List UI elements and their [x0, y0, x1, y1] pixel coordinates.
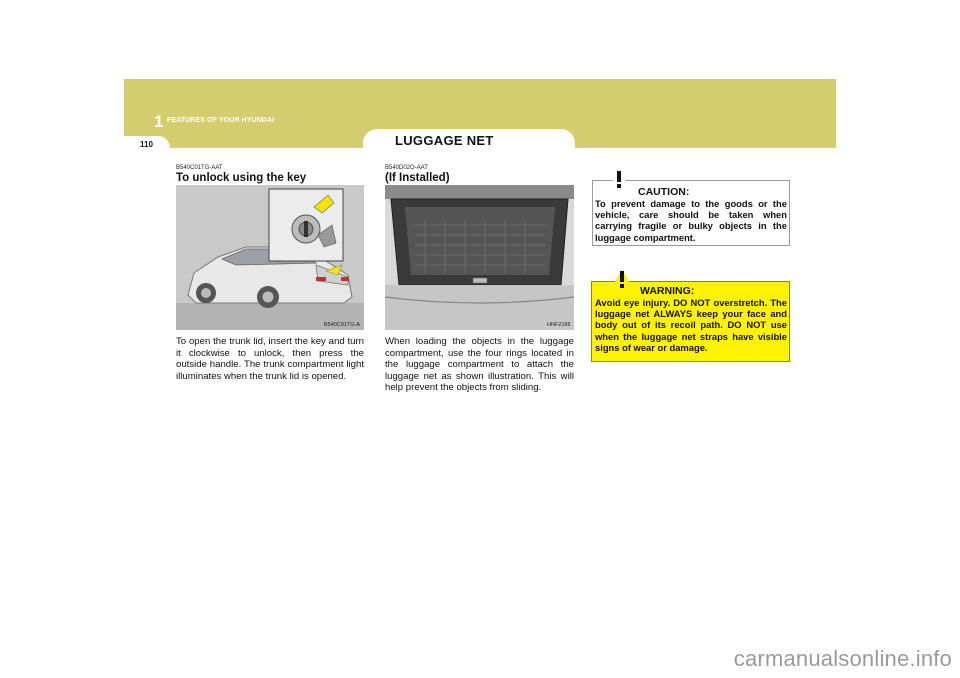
left-body-text: To open the trunk lid, insert the key and turn it clockwise to unlock, then press the outside handle. The trunk compartment light illuminates when the trunk lid is opened.	[176, 336, 364, 382]
section-title: LUGGAGE NET	[395, 133, 494, 148]
middle-heading: (If Installed)	[385, 172, 450, 184]
warning-title: WARNING:	[640, 285, 695, 297]
trunk-key-illustration	[176, 185, 364, 330]
left-figure-code: B540C01TG-A	[324, 322, 361, 328]
luggage-net-illustration	[385, 185, 574, 330]
watermark: carmanualsonline.info	[733, 646, 952, 671]
left-section-code: B540C01TG-AAT	[176, 165, 223, 171]
left-heading: To unlock using the key	[176, 172, 307, 184]
middle-body-text: When loading the objects in the luggage compartment, use the four rings located in the luggage compartment to attach the luggage net as shown illustration. This will help prevent the objects from sliding.	[385, 336, 574, 394]
trunk-net-photo	[385, 185, 574, 330]
caution-box	[592, 180, 790, 246]
middle-section-code: B540D02O-AAT	[385, 165, 428, 171]
caution-title: CAUTION:	[638, 186, 690, 198]
warning-triangle-icon	[607, 168, 631, 190]
car-rear-illustration	[176, 185, 364, 330]
middle-figure-code: HNF2186	[547, 322, 571, 328]
warning-triangle-icon	[610, 268, 634, 290]
page-number: 110	[140, 140, 153, 149]
chapter-number: 1	[154, 112, 164, 131]
chapter-title: FEATURES OF YOUR HYUNDAI	[167, 117, 275, 124]
warning-box	[591, 281, 790, 362]
caution-text: To prevent damage to the goods or the vehicle, care should be taken when carrying fragile or bulky objects in the luggage compartment.	[595, 198, 787, 243]
warning-text: Avoid eye injury. DO NOT overstretch. The luggage net ALWAYS keep your face and body out of its recoil path. DO NOT use when the luggage net straps have visible signs of wear or damage.	[595, 297, 787, 353]
